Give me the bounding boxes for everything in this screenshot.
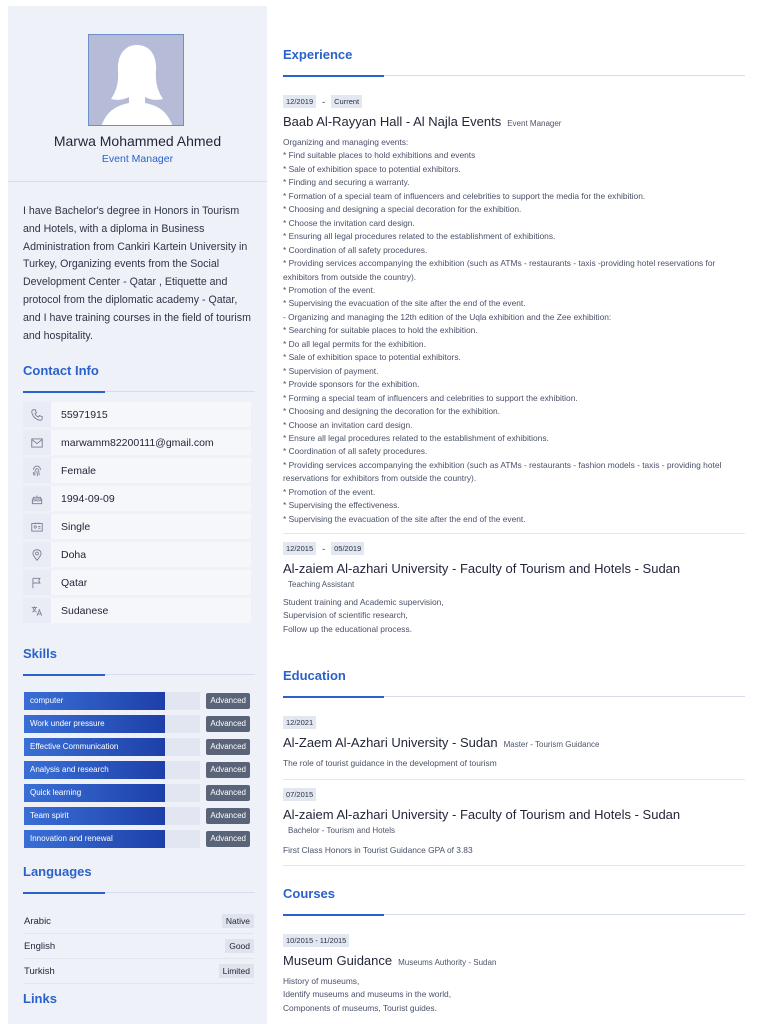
language-level-badge: Native xyxy=(222,914,254,928)
language-name: Arabic xyxy=(24,915,51,927)
entry-title: Al-zaiem Al-azhari University - Faculty of Tourism and Hotels - Sudan xyxy=(283,807,681,822)
translate-icon xyxy=(23,598,51,623)
divider xyxy=(8,181,267,182)
phone-icon xyxy=(23,402,51,427)
skill-item xyxy=(24,715,258,733)
contact-value: Female xyxy=(61,464,97,477)
entry-role: Teaching Assistant xyxy=(288,580,355,589)
contact-value: 1994-09-09 xyxy=(61,492,115,505)
contact-value: Qatar xyxy=(61,576,88,589)
language-item xyxy=(24,934,254,959)
date-range xyxy=(283,716,745,729)
entry-title: Baab Al-Rayyan Hall - Al Najla Events xyxy=(283,114,502,129)
divider xyxy=(105,674,255,675)
date-range xyxy=(283,542,745,555)
entry-date: 07/2015 xyxy=(283,788,316,801)
entry-degree: Bachelor - Tourism and Hotels xyxy=(288,826,396,835)
experience-entry xyxy=(283,95,745,526)
profile-photo-avatar xyxy=(88,34,184,126)
entry-provider: Museums Authority - Sudan xyxy=(398,958,497,967)
entry-role: Event Manager xyxy=(507,119,562,128)
entry-date: 12/2021 xyxy=(283,716,316,729)
entry-title: Museum Guidance xyxy=(283,953,393,968)
language-level-badge: Good xyxy=(225,939,254,953)
languages-section-title: Languages xyxy=(23,864,92,879)
contact-value: marwamm82200111@gmail.com xyxy=(61,436,214,449)
skill-item xyxy=(24,738,258,756)
skill-name: Work under pressure xyxy=(30,719,105,728)
skill-name: Innovation and renewal xyxy=(30,834,113,843)
entry-heading xyxy=(283,114,745,129)
education-entry xyxy=(283,788,745,857)
entry-title: Al-zaiem Al-azhari University - Faculty of Tourism and Hotels - Sudan xyxy=(283,561,681,576)
date-range xyxy=(283,788,745,801)
divider xyxy=(105,391,255,392)
sidebar xyxy=(8,6,267,1024)
contact-value: Single xyxy=(61,520,91,533)
skill-item xyxy=(24,830,258,848)
entry-description: First Class Honors in Tourist Guidance GPA of 3.83 xyxy=(283,845,473,855)
education-entry xyxy=(283,716,745,770)
section-underline xyxy=(23,892,105,894)
divider xyxy=(105,892,255,893)
skill-name: computer xyxy=(30,696,64,705)
section-underline xyxy=(23,674,105,676)
skill-level-badge: Advanced xyxy=(206,831,250,847)
skill-item xyxy=(24,807,258,825)
skill-level-badge: Advanced xyxy=(206,808,250,824)
language-name: Turkish xyxy=(24,965,55,977)
courses-section-title: Courses xyxy=(283,886,336,901)
contact-phone xyxy=(23,402,251,427)
languages-list xyxy=(24,909,254,984)
skills-section-title: Skills xyxy=(23,646,57,661)
language-item xyxy=(24,909,254,934)
skill-name: Team spirit xyxy=(30,811,69,820)
flag-icon xyxy=(23,570,51,595)
contact-gender xyxy=(23,458,251,483)
divider xyxy=(384,914,745,915)
section-underline xyxy=(283,696,384,698)
entry-heading xyxy=(283,953,745,968)
skill-level-badge: Advanced xyxy=(206,785,250,801)
education-section-title: Education xyxy=(283,668,346,683)
entry-heading xyxy=(283,735,745,750)
entry-title: Al-Zaem Al-Azhari University - Sudan xyxy=(283,735,498,750)
skill-item xyxy=(24,692,258,710)
skill-level-badge: Advanced xyxy=(206,739,250,755)
skill-item xyxy=(24,784,258,802)
entry-date: 10/2015 - 11/2015 xyxy=(283,934,349,947)
contact-marital-status xyxy=(23,514,251,539)
entry-description: History of museums, Identify museums and museums in the world, Components of museums, Tourist guides. xyxy=(283,976,452,1013)
date-range xyxy=(283,95,745,108)
skill-name: Analysis and research xyxy=(30,765,109,774)
location-pin-icon xyxy=(23,542,51,567)
entry-description: Organizing and managing events: * Find suitable places to hold exhibitions and events * Sale of exhibition space to potential exhibitors. * Finding and securing a warranty. * Formation of a special team of influencers and celebrities to support the media for the exhibition. * Choosing and designing a special decoration for the exhibition. * Choose the invitation card design. * Ensuring all legal procedures related to the establishment of exhibitions. * Coordination of all safety procedures. * Providing services accompanying the exhibition (such as ATMs - restaurants - taxis -providing hotel reservations for exhibitors from outside the country). * Promotion of the event. * Supervising the evacuation of the site after the end of the event. - Organizing and managing the 12th edition of the Uqla exhibition and the Zee exhibition: * Searching for suitable places to hold the exhibition. * Do all legal permits for the exhibition. * Sale of exhibition space to potential exhibitors. * Supervision of payment. * Provide sponsors for the exhibition. * Forming a special team of influencers and celebrities to support the exhibition. * Choosing and designing the decoration for the exhibition. * Choose an invitation card design. * Ensure all legal procedures related to the establishment of exhibitions. * Coordination of all safety procedures. * Providing services accompanying the exhibition (such as ATMs - restaurants - fashion models - taxis - providing hotel reservations for exhibitors from outside the country). * Promotion of the event. * Supervising the effectiveness. * Supervising the evacuation of the site after the end of the event. xyxy=(283,137,722,524)
date-separator: - xyxy=(322,96,326,107)
profile-title: Event Manager xyxy=(101,153,174,165)
contact-value: Doha xyxy=(61,548,87,561)
divider xyxy=(283,779,745,780)
email-icon xyxy=(23,430,51,455)
language-level-badge: Limited xyxy=(219,964,254,978)
profile-name: Marwa Mohammed Ahmed xyxy=(53,133,222,149)
contact-birthdate xyxy=(23,486,251,511)
experience-entry xyxy=(283,542,745,636)
date-range xyxy=(283,934,745,947)
entry-description: Student training and Academic supervision, Supervision of scientific research, Follow up the educational process. xyxy=(283,597,444,634)
divider xyxy=(283,865,745,866)
skill-level-badge: Advanced xyxy=(206,693,250,709)
skills-list xyxy=(24,692,258,853)
fingerprint-icon xyxy=(23,458,51,483)
language-item xyxy=(24,959,254,984)
skill-item xyxy=(24,761,258,779)
contact-nationality xyxy=(23,598,251,623)
contact-email xyxy=(23,430,251,455)
date-separator: - xyxy=(322,543,326,554)
start-date: 12/2019 xyxy=(283,95,316,108)
entry-degree: Master - Tourism Guidance xyxy=(503,740,600,749)
section-underline xyxy=(23,391,105,393)
contact-value: Sudanese xyxy=(61,604,109,617)
entry-description: The role of tourist guidance in the development of tourism xyxy=(283,758,497,768)
person-silhouette-icon xyxy=(89,35,184,126)
experience-section-title: Experience xyxy=(283,47,353,62)
skill-name: Quick learning xyxy=(30,788,82,797)
section-underline xyxy=(283,75,384,77)
language-name: English xyxy=(24,940,56,952)
end-date: Current xyxy=(331,95,362,108)
contact-list xyxy=(23,402,251,626)
course-entry xyxy=(283,934,745,1015)
contact-country xyxy=(23,570,251,595)
cake-icon xyxy=(23,486,51,511)
divider xyxy=(384,696,745,697)
skill-level-badge: Advanced xyxy=(206,762,250,778)
contact-section-title: Contact Info xyxy=(23,363,99,378)
id-card-icon xyxy=(23,514,51,539)
contact-city xyxy=(23,542,251,567)
skill-name: Effective Communication xyxy=(30,742,119,751)
contact-value: 55971915 xyxy=(61,408,108,421)
end-date: 05/2019 xyxy=(331,542,364,555)
divider xyxy=(384,75,745,76)
divider xyxy=(283,533,745,534)
links-section-title: Links xyxy=(23,991,57,1006)
skill-level-badge: Advanced xyxy=(206,716,250,732)
profile-summary: I have Bachelor's degree in Honors in Tourism and Hotels, with a diploma in Business Administration from Cankiri Kartein University in Turkey, Organizing events from the Social Development Center - Qatar , Etiquette and protocol from the diplomatic academy - Qatar, and I have training courses in the field of tourism and hospitality. xyxy=(23,205,251,342)
start-date: 12/2015 xyxy=(283,542,316,555)
section-underline xyxy=(283,914,384,916)
